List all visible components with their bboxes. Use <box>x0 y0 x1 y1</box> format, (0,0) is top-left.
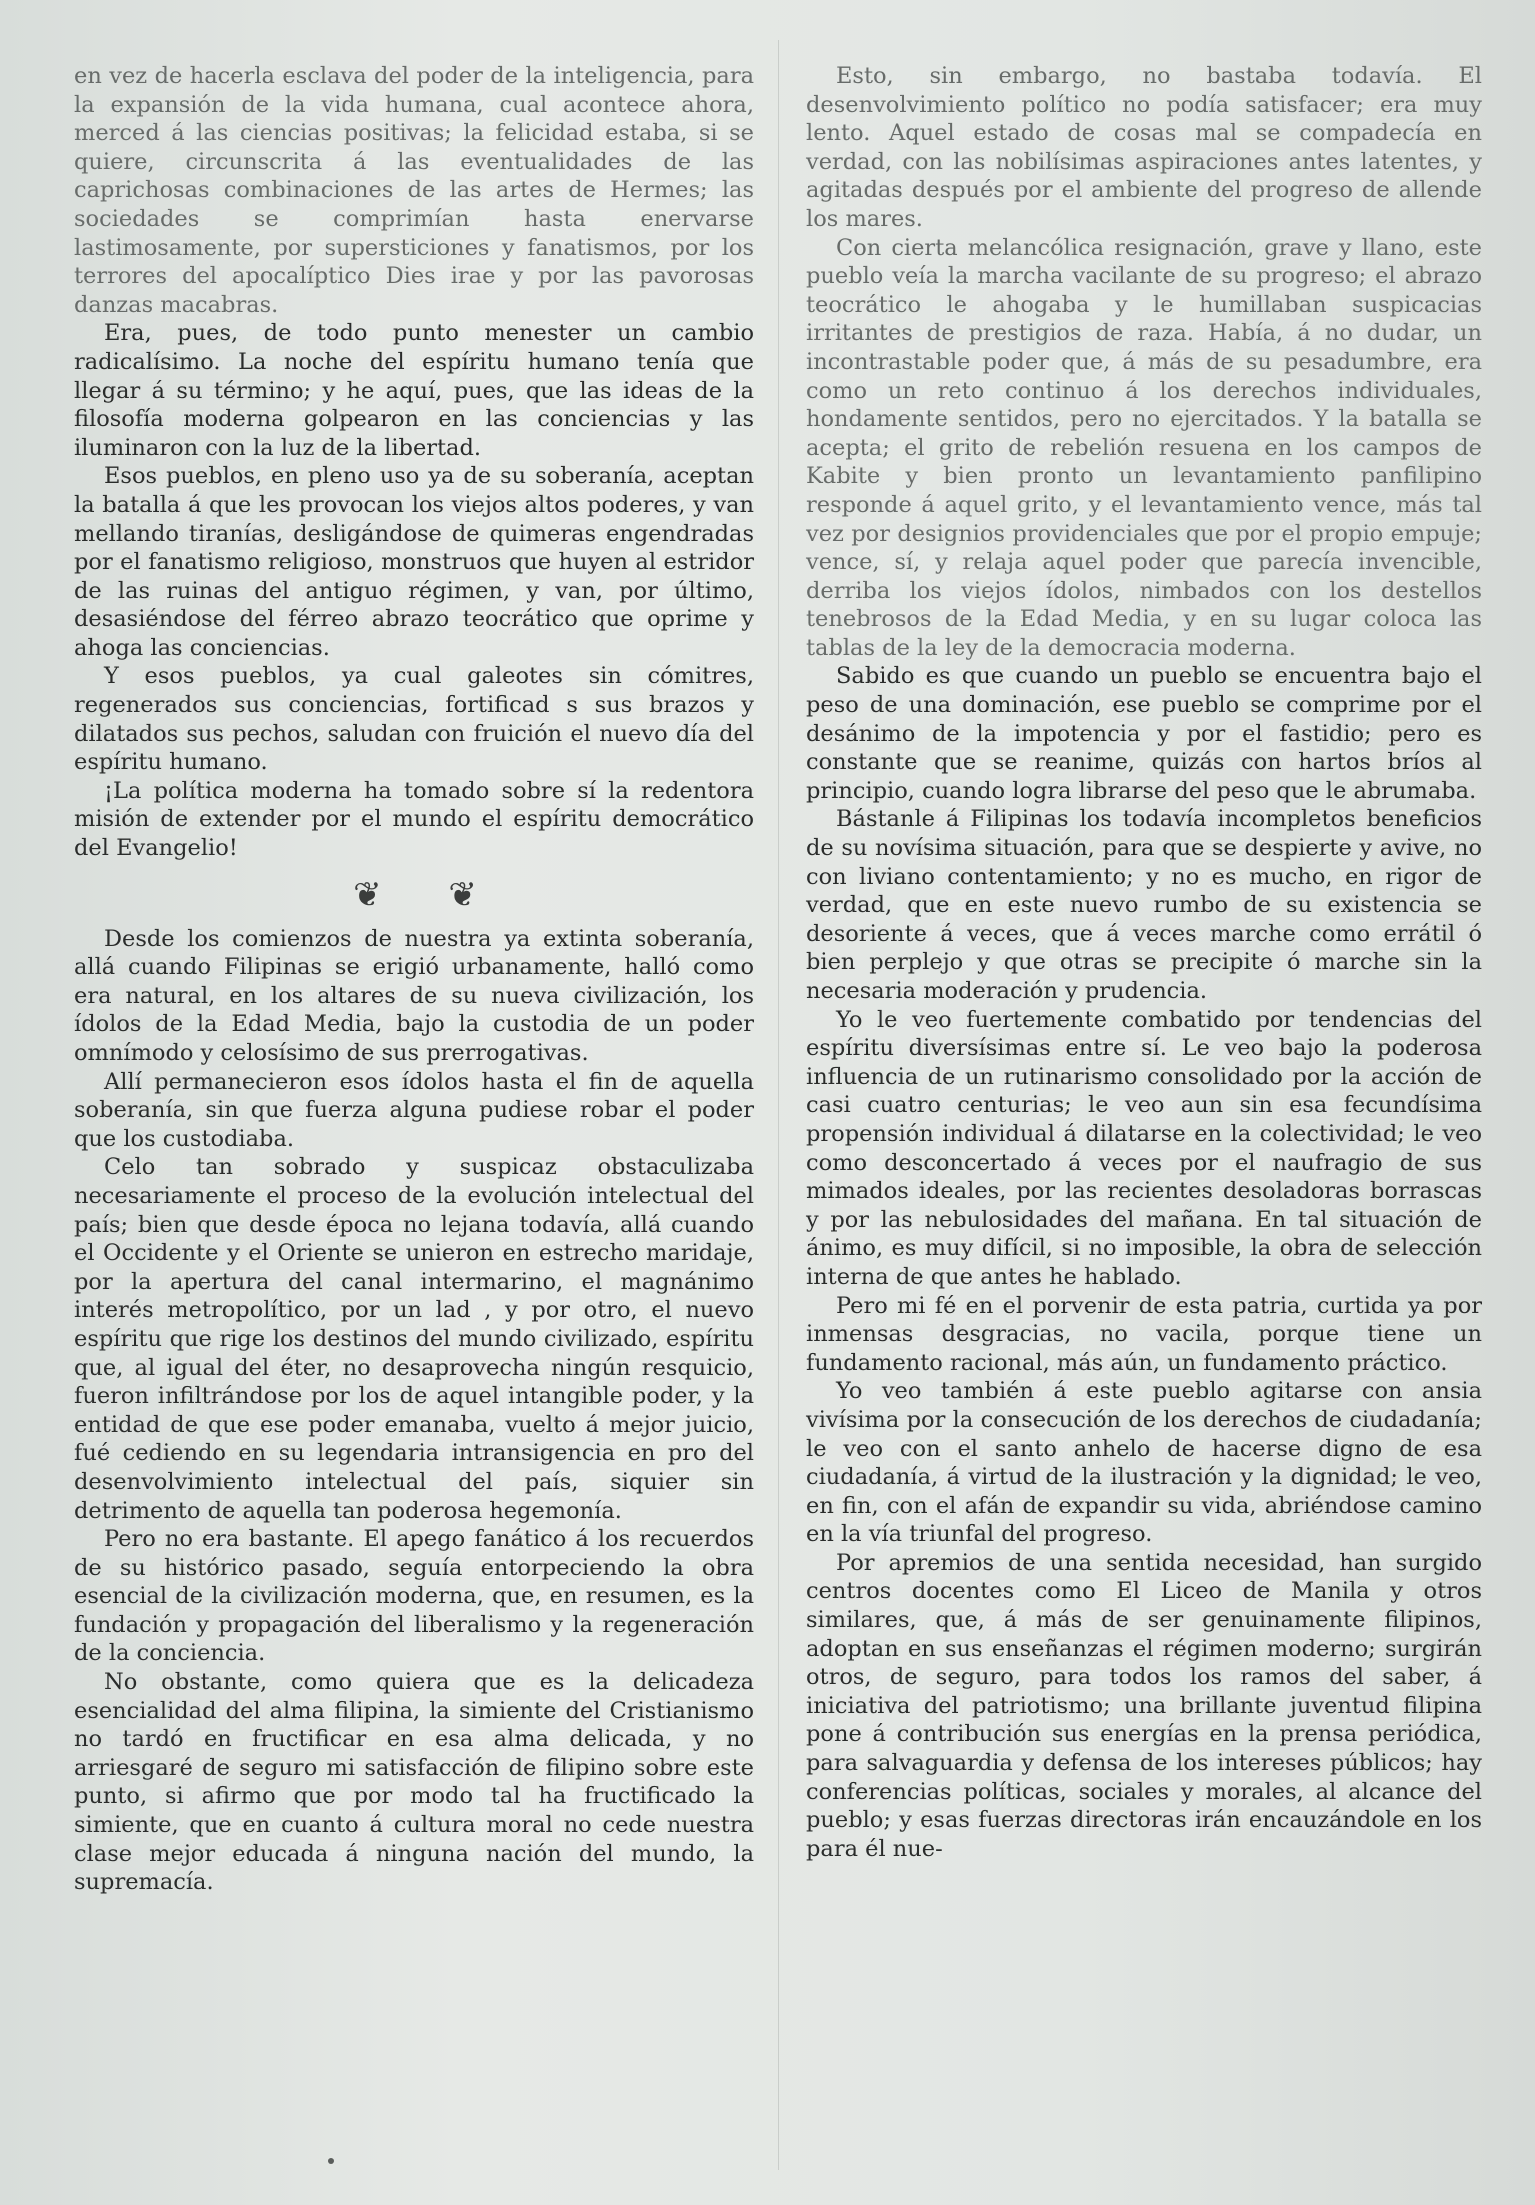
paragraph-3: Sabido es que cuando un pueblo se encuentra bajo el peso de una dominación, ese pueblo se comprime por el desánimo de la impotencia y por el fastidio; pero es constante que se reanime, quizás con hartos bríos al principio, cuando logra librarse del peso que le abrumaba. <box>806 663 1482 804</box>
paragraph-6: Desde los comienzos de nuestra ya extinta soberanía, allá cuando Filipinas se erigió urbanamente, halló como era natural, en los altares de su nueva civilización, los ídolos de la Edad Media, bajo la custodia de un poder omnímodo y celosísimo de sus prerrogativas. <box>74 925 754 1066</box>
paragraph-10: No obstante, como quiera que es la delicadeza esencialidad del alma filipina, la simiente del Cristianismo no tardó en fructificar en esa alma delicada, y no arriesgaré de seguro mi satisfacción de filipino sobre este punto, si afirmo que por modo tal ha fructificado la simiente, que en cuanto á cultura moral no cede nuestra clase mejor educada á ninguna nación del mundo, la supremacía. <box>74 1669 754 1896</box>
paragraph-5: Yo le veo fuertemente combatido por tendencias del espíritu diversísimas entre sí. Le veo bajo la poderosa influencia de un rutinarismo consolidado por la acción de casi cuatro centurias; le veo aun sin esa fecundísima propensión individual á dilatarse en la colectividad; le veo como desconcertado á veces por el naufragio de sus mimados ideales, por las recientes desoladoras borrascas y por las nebulosidades del mañana. En tal situación de ánimo, es muy difícil, si no imposible, la obra de selección interna de que antes he hablado. <box>806 1006 1482 1290</box>
right-column <box>806 62 1482 1863</box>
paragraph-8: Celo tan sobrado y suspicaz obstaculizaba necesariamente el proceso de la evolución intelectual del país; bien que desde época no lejana todavía, allá cuando el Occidente y el Oriente se unieron en estrecho maridaje, por la apertura del canal intermarino, el magnánimo interés metropolítico, por un lad , y por otro, el nuevo espíritu que rige los destinos del mundo civilizado, espíritu que, al igual del éter, no desaprovecha ningún resquicio, fueron infiltrándose por los de aquel intangible poder, y la entidad de que ese poder emanaba, vuelto á mejor juicio, fué cediendo en su legendaria intransigencia en pro del desenvolvimiento intelectual del país, siquier sin detrimento de aquella tan poderosa hegemonía. <box>74 1154 754 1524</box>
left-column <box>74 62 754 1897</box>
paragraph-7: Yo veo también á este pueblo agitarse con ansia vivísima por la consecución de los derechos de ciudadanía; le veo con el santo anhelo de hacerse digno de esa ciudadanía, á virtud de la ilustración y la dignidad; le veo, en fin, con el afán de expandir su vida, abriéndose camino en la vía triunfal del progreso. <box>806 1378 1482 1548</box>
paragraph-2: Era, pues, de todo punto menester un cambio radicalísimo. La noche del espíritu humano tenía que llegar á su término; y he aquí, pues, que las ideas de la filosofía moderna golpearon en las conciencias y las iluminaron con la luz de la libertad. <box>74 320 754 461</box>
paragraph-6: Pero mi fé en el porvenir de esta patria, curtida ya por inmensas desgracias, no vacila, porque tiene un fundamento racional, más aún, un fundamento práctico. <box>806 1292 1482 1376</box>
paragraph-7: Allí permanecieron esos ídolos hasta el fin de aquella soberanía, sin que fuerza alguna pudiese robar el poder que los custodiaba. <box>74 1068 754 1152</box>
paragraph-1: en vez de hacerla esclava del poder de la inteligencia, para la expansión de la vida humana, cual acontece ahora, merced á las ciencias positivas; la felicidad estaba, si se quiere, circunscrita á las eventualidades de las caprichosas combinaciones de las artes de Hermes; las sociedades se comprimían hasta enervarse lastimosamente, por supersticiones y fanatismos, por los terrores del apocalíptico Dies irae y por las pavorosas danzas macabras. <box>74 63 754 318</box>
paragraph-3: Esos pueblos, en pleno uso ya de su soberanía, aceptan la batalla á que les provocan los viejos altos poderes, y van mellando tiranías, desligándose de quimeras engendradas por el fanatismo religioso, monstruos que huyen al estridor de las ruinas del antiguo régimen, y van, por último, desasiéndose del férreo abrazo teocrático que oprime y ahoga las conciencias. <box>74 463 754 661</box>
ink-speck <box>328 2158 334 2164</box>
paragraph-2: Con cierta melancólica resignación, grave y llano, este pueblo veía la marcha vacilante de su progreso; el abrazo teocrático le ahogaba y le humillaban suspicacias irritantes de prestigios de raza. Había, á no dudar, un incontrastable poder que, á más de su pesadumbre, era como un reto continuo á los derechos individuales, hondamente sentidos, pero no ejercitados. Y la batalla se acepta; el grito de rebelión resuena en los campos de Kabite y bien pronto un levantamiento panfilipino responde á aquel grito, y el levantamiento vence, más tal vez por designios providenciales que por el propio empuje; vence, sí, y relaja aquel poder que parecía invencible, derriba los viejos ídolos, nimbados con los destellos tenebrosos de la Edad Media, y en su lugar coloca las tablas de la ley de la democracia moderna. <box>806 234 1482 661</box>
paragraph-5: ¡La política moderna ha tomado sobre sí la redentora misión de extender por el mundo el espíritu democrático del Evangelio! <box>74 777 754 862</box>
column-divider <box>778 40 779 2170</box>
paragraph-4: Y esos pueblos, ya cual galeotes sin cómitres, regenerados sus conciencias, fortificad s sus brazos y dilatados sus pechos, saludan con fruición el nuevo día del espíritu humano. <box>74 663 754 776</box>
paragraph-8: Por apremios de una sentida necesidad, han surgido centros docentes como El Liceo de Manila y otros similares, que, á más de ser genuinamente filipinos, adoptan en sus enseñanzas el régimen moderno; surgirán otros, de seguro, para todos los ramos del saber, á iniciativa del patriotismo; una brillante juventud filipina pone á contribución sus energías en la prensa periódica, para salvaguardia y defensa de los intereses públicos; hay conferencias políticas, sociales y morales, al alcance del pueblo; y esas fuerzas directoras irán encauzándole en los para él nue- <box>806 1549 1482 1862</box>
paragraph-1: Esto, sin embargo, no bastaba todavía. El desenvolvimiento político no podía satisfacer; era muy lento. Aquel estado de cosas mal se compadecía en verdad, con las nobilísimas aspiraciones antes latentes, y agitadas después por el ambiente del progreso de allende los mares. <box>806 63 1482 232</box>
fleuron-ornament: ❦ ❦ <box>353 874 505 915</box>
paragraph-9: Pero no era bastante. El apego fanático á los recuerdos de su histórico pasado, seguía entorpeciendo la obra esencial de la civilización moderna, que, en resumen, es la fundación y propagación del liberalismo y la regeneración de la conciencia. <box>74 1526 754 1667</box>
paragraph-4: Bástanle á Filipinas los todavía incompletos beneficios de su novísima situación, para que se despierte y avive, no con liviano contentamiento; y no es mucho, en rigor de verdad, que en este nuevo rumbo de su existencia se desoriente á veces, que á veces marche como errátil ó bien perplejo y que otras se precipite ó marche sin la necesaria moderación y prudencia. <box>806 806 1482 1004</box>
